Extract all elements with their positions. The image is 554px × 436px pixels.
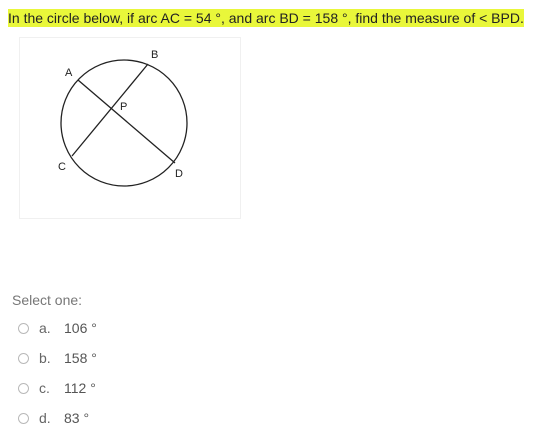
option-text: 106 °: [64, 320, 97, 336]
option-text: 83 °: [64, 410, 90, 426]
question-text: [8, 8, 524, 28]
option-letter: d.: [39, 410, 51, 426]
point-label-b: B: [151, 49, 159, 61]
circle: [61, 60, 187, 186]
option-letter: a.: [39, 320, 51, 336]
option-text: 112 °: [64, 380, 96, 396]
answer-options: [18, 313, 97, 433]
point-label-p: P: [120, 101, 128, 113]
circle-diagram: [19, 37, 241, 219]
select-one-label: Select one:: [12, 292, 83, 308]
radio-button[interactable]: [18, 323, 29, 334]
point-label-d: D: [175, 168, 183, 180]
option-a[interactable]: [18, 313, 97, 343]
circle-diagram-svg: [20, 38, 240, 218]
radio-button[interactable]: [18, 353, 29, 364]
radio-button[interactable]: [18, 413, 29, 424]
point-label-a: A: [65, 67, 73, 79]
radio-button[interactable]: [18, 383, 29, 394]
question-highlight: In the circle below, if arc AC = 54 °, and arc BD = 158 °, find the measure of < BPD.: [8, 10, 524, 26]
option-d[interactable]: [18, 403, 97, 433]
option-b[interactable]: [18, 343, 97, 373]
option-letter: c.: [39, 380, 50, 396]
point-label-c: C: [58, 161, 66, 173]
chord-ad: [78, 80, 175, 163]
option-text: 158 °: [64, 350, 97, 366]
option-letter: b.: [39, 350, 51, 366]
chord-bc: [72, 64, 148, 156]
option-c[interactable]: [18, 373, 97, 403]
